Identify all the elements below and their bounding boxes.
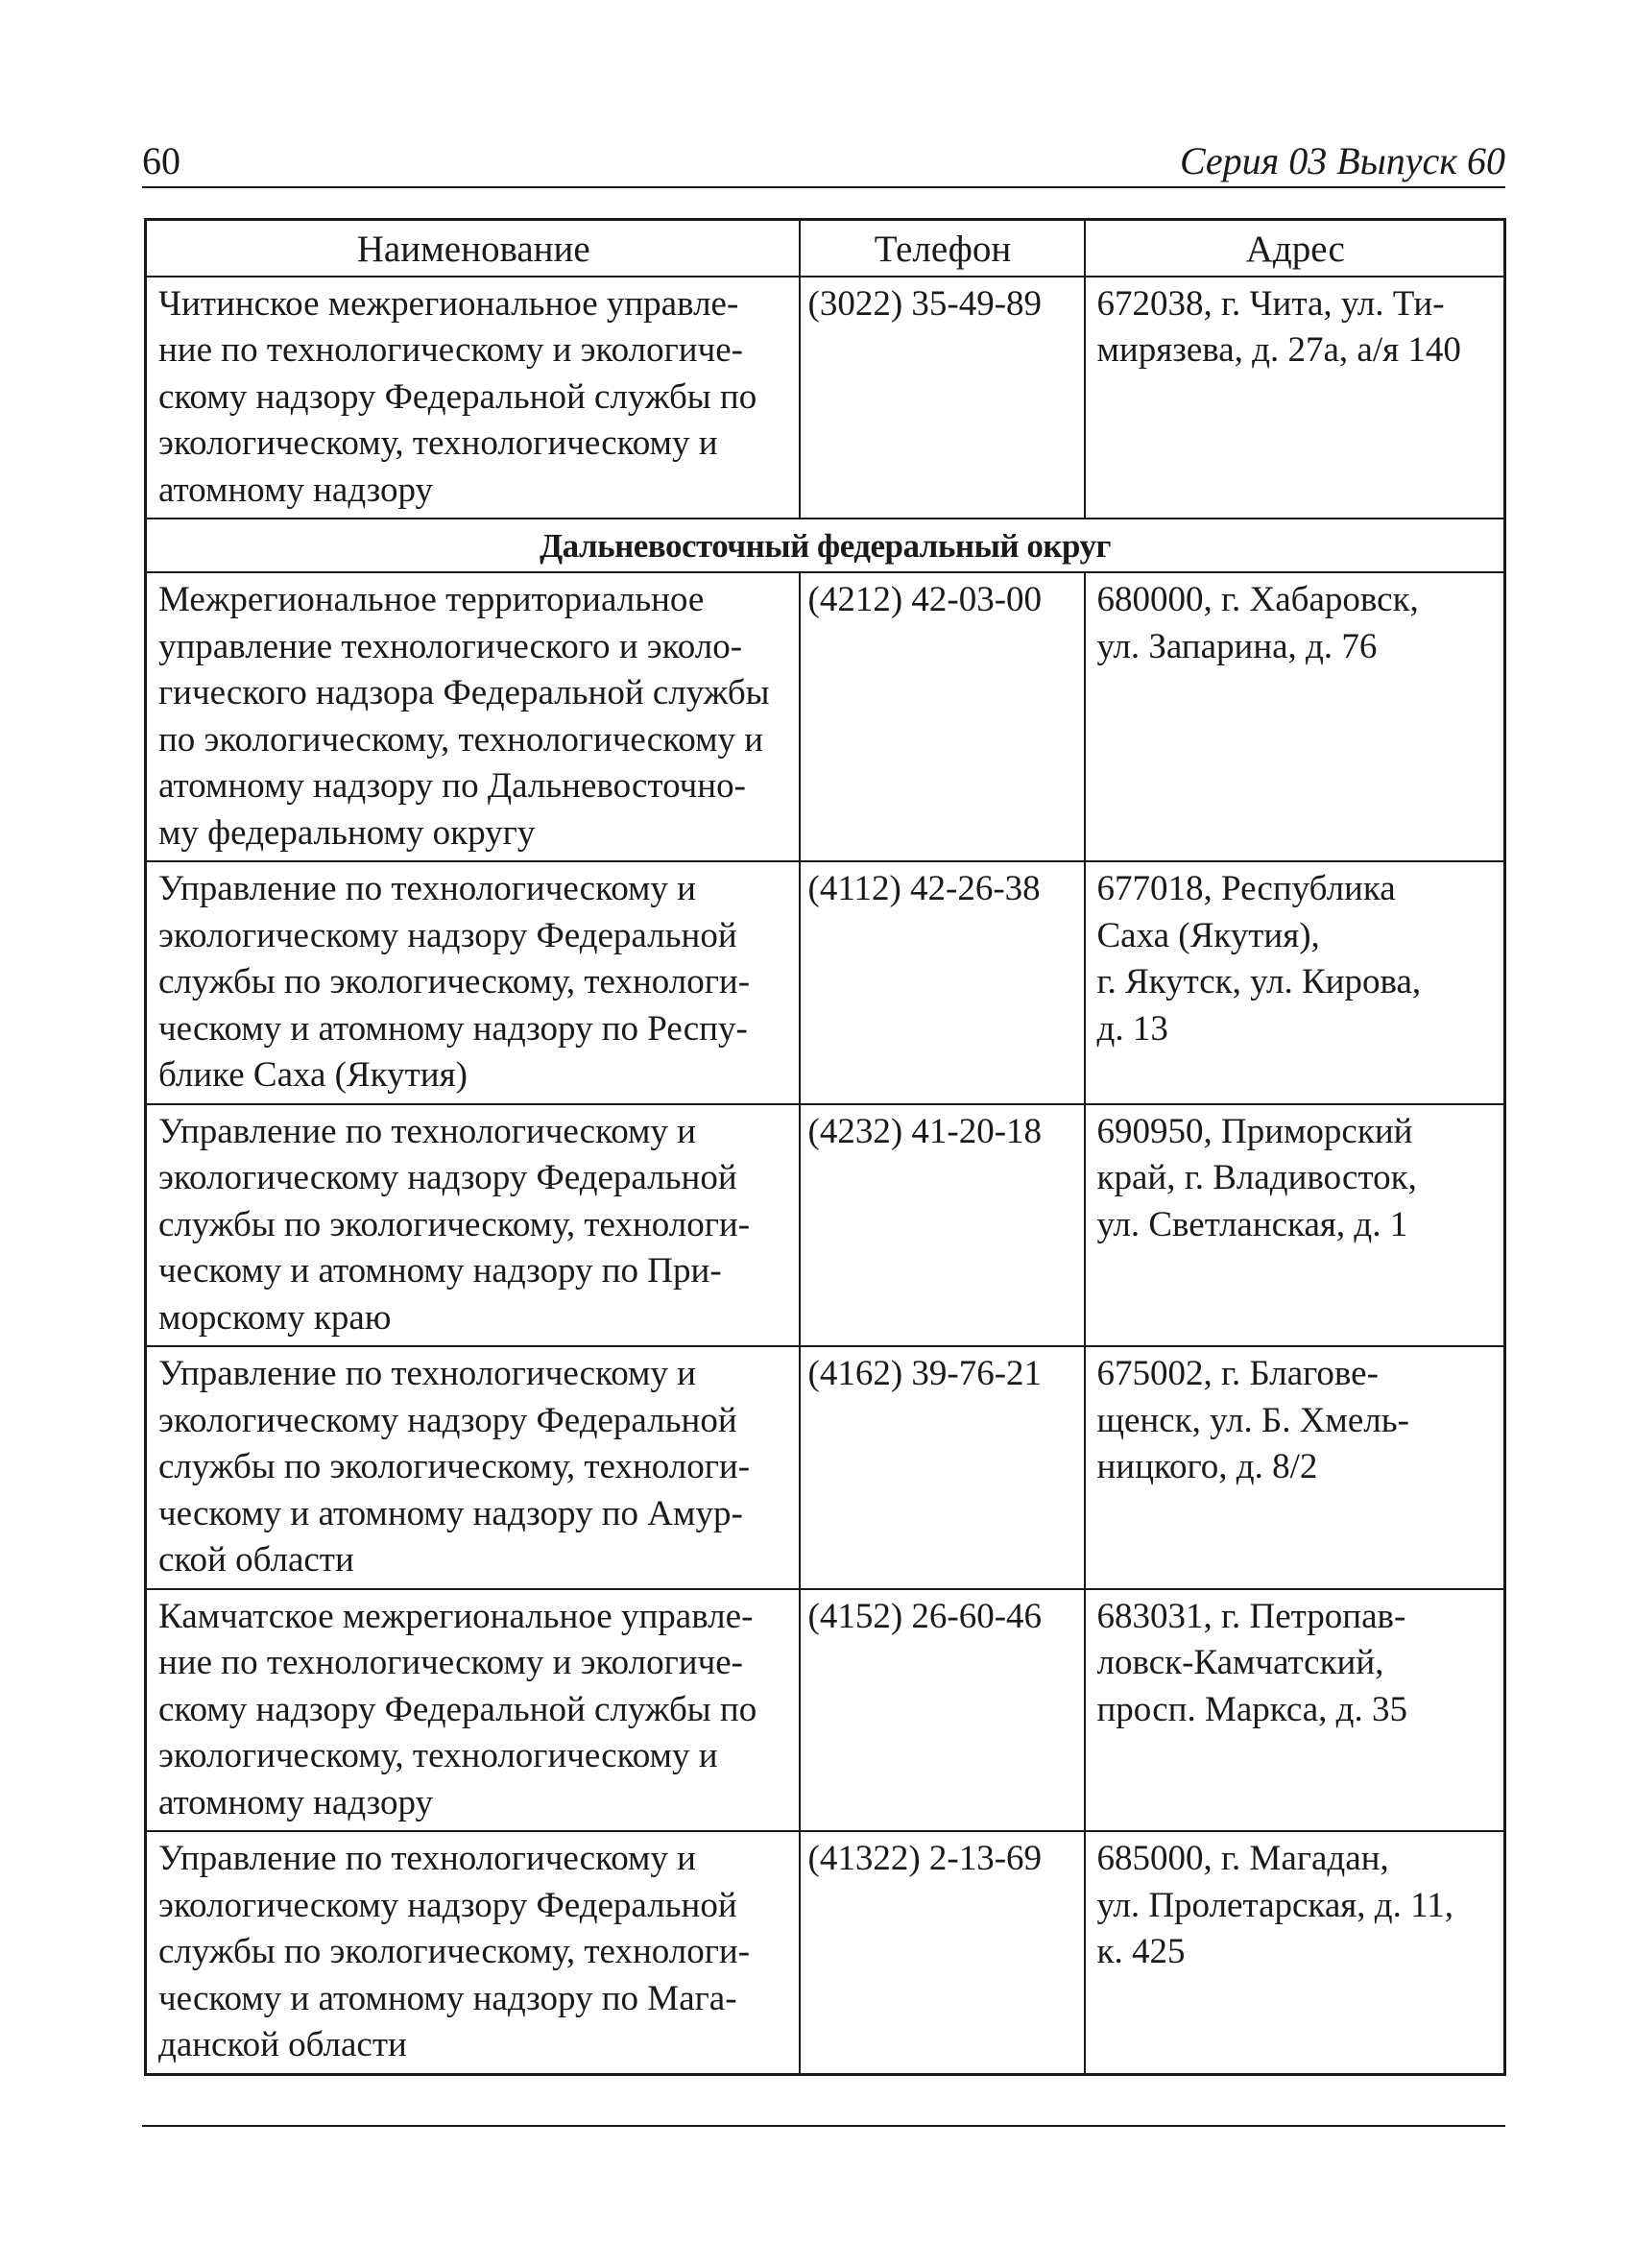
column-header-phone: Телефон [800, 220, 1085, 277]
name-line: ческому и атомному надзору по Амур- [158, 1493, 743, 1533]
table-row [146, 277, 1505, 519]
phone-cell: (4232) 41-20-18 [800, 1104, 1085, 1347]
phone-cell: (4112) 42-26-38 [800, 861, 1085, 1104]
organization-name-cell [146, 1589, 800, 1832]
name-line: управление технологического и эколо- [158, 626, 743, 666]
organization-name-cell [146, 1104, 800, 1347]
name-line: ние по технологическому и экологиче- [158, 1643, 743, 1682]
table-row [146, 1831, 1505, 2074]
name-line: скому надзору Федеральной службы по [158, 376, 757, 417]
name-line: Межрегиональное территориальное [158, 580, 705, 619]
address-line: 690950, Приморский [1096, 1111, 1413, 1151]
name-line: атомному надзору [158, 470, 434, 510]
name-line: данской области [158, 2025, 407, 2064]
page-number: 60 [142, 139, 180, 182]
address-cell [1085, 1346, 1505, 1589]
address-line: 675002, г. Благове- [1096, 1354, 1379, 1393]
column-header-address: Адрес [1085, 220, 1505, 277]
name-line: службы по экологическому, технологи- [158, 1447, 751, 1486]
name-line: экологическому надзору Федеральной [158, 1400, 737, 1440]
address-line: 680000, г. Хабаровск, [1096, 580, 1419, 619]
address-cell [1085, 1589, 1505, 1832]
name-line: ние по технологическому и экологиче- [158, 330, 743, 370]
name-line: по экологическому, технологическому и [158, 719, 764, 760]
name-line: атомному надзору по Дальневосточно- [158, 766, 746, 806]
address-cell [1085, 277, 1505, 519]
address-cell [1085, 1831, 1505, 2074]
address-line: ул. Светланская, д. 1 [1096, 1204, 1408, 1244]
address-line: Саха (Якутия), [1096, 915, 1320, 955]
address-cell [1085, 1104, 1505, 1347]
contacts-table [144, 218, 1506, 2076]
organization-name-cell [146, 277, 800, 519]
name-line: Управление по технологическому и [158, 1839, 696, 1878]
name-line: атомному надзору [158, 1782, 434, 1822]
address-line: щенск, ул. Б. Хмель- [1096, 1400, 1409, 1440]
contacts-table-wrapper [144, 218, 1503, 2076]
address-line: к. 425 [1096, 1932, 1186, 1971]
address-line: ловск-Камчатский, [1096, 1643, 1384, 1682]
name-line: экологическому надзору Федеральной [158, 1885, 737, 1925]
section-title: Дальневосточный федеральный округ [146, 519, 1505, 572]
phone-cell: (4212) 42-03-00 [800, 572, 1085, 861]
phone-cell: (4152) 26-60-46 [800, 1589, 1085, 1832]
address-line: г. Якутск, ул. Кирова, [1096, 962, 1422, 1001]
series-title: Серия 03 Выпуск 60 [1179, 139, 1505, 182]
column-header-name: Наименование [146, 220, 800, 277]
address-line: просп. Маркса, д. 35 [1096, 1689, 1407, 1729]
organization-name-cell [146, 572, 800, 861]
address-line: мирязева, д. 27а, а/я 140 [1096, 330, 1461, 370]
phone-cell: (4162) 39-76-21 [800, 1346, 1085, 1589]
name-line: экологическому, технологическому и [158, 1736, 718, 1775]
address-line: ницкого, д. 8/2 [1096, 1447, 1318, 1486]
name-line: Управление по технологическому и [158, 1354, 696, 1393]
name-line: му федеральному округу [158, 812, 536, 853]
table-row [146, 1346, 1505, 1589]
address-line: 685000, г. Магадан, [1096, 1839, 1389, 1878]
name-line: блике Саха (Якутия) [158, 1055, 468, 1095]
table-row [146, 1104, 1505, 1347]
name-line: ческому и атомному надзору по Респу- [158, 1008, 748, 1049]
name-line: экологическому надзору Федеральной [158, 1158, 737, 1197]
table-row [146, 572, 1505, 861]
table-body [146, 277, 1505, 2075]
organization-name-cell [146, 1346, 800, 1589]
name-line: Управление по технологическому и [158, 1111, 696, 1151]
name-line: ческому и атомному надзору по При- [158, 1251, 722, 1291]
address-line: ул. Запарина, д. 76 [1096, 626, 1378, 666]
name-line: службы по экологическому, технологи- [158, 1932, 751, 1971]
name-line: экологическому, технологическому и [158, 423, 718, 463]
address-line: 683031, г. Петропав- [1096, 1596, 1406, 1636]
section-row [146, 519, 1505, 572]
organization-name-cell [146, 1831, 800, 2074]
name-line: морскому краю [158, 1297, 392, 1338]
address-line: край, г. Владивосток, [1096, 1158, 1417, 1197]
address-line: д. 13 [1096, 1008, 1168, 1049]
table-row [146, 861, 1505, 1104]
phone-cell: (3022) 35-49-89 [800, 277, 1085, 519]
name-line: ческому и атомному надзору по Мага- [158, 1978, 737, 2018]
name-line: Читинское межрегиональное управле- [158, 283, 739, 324]
address-line: 672038, г. Чита, ул. Ти- [1096, 283, 1445, 324]
name-line: гического надзора Федеральной службы [158, 673, 770, 712]
address-line: 677018, Республика [1096, 869, 1396, 908]
name-line: Камчатское межрегиональное управле- [158, 1596, 754, 1636]
address-line: ул. Пролетарская, д. 11, [1096, 1885, 1453, 1925]
bottom-rule [142, 2125, 1505, 2127]
table-header-row [146, 220, 1505, 277]
name-line: скому надзору Федеральной службы по [158, 1689, 757, 1729]
phone-cell: (41322) 2-13-69 [800, 1831, 1085, 2074]
table-row [146, 1589, 1505, 1832]
name-line: Управление по технологическому и [158, 869, 696, 908]
name-line: службы по экологическому, технологи- [158, 962, 751, 1001]
organization-name-cell [146, 861, 800, 1104]
name-line: службы по экологическому, технологи- [158, 1204, 751, 1244]
address-cell [1085, 572, 1505, 861]
name-line: экологическому надзору Федеральной [158, 915, 737, 955]
page-header [142, 136, 1505, 188]
address-cell [1085, 861, 1505, 1104]
name-line: ской области [158, 1540, 354, 1580]
